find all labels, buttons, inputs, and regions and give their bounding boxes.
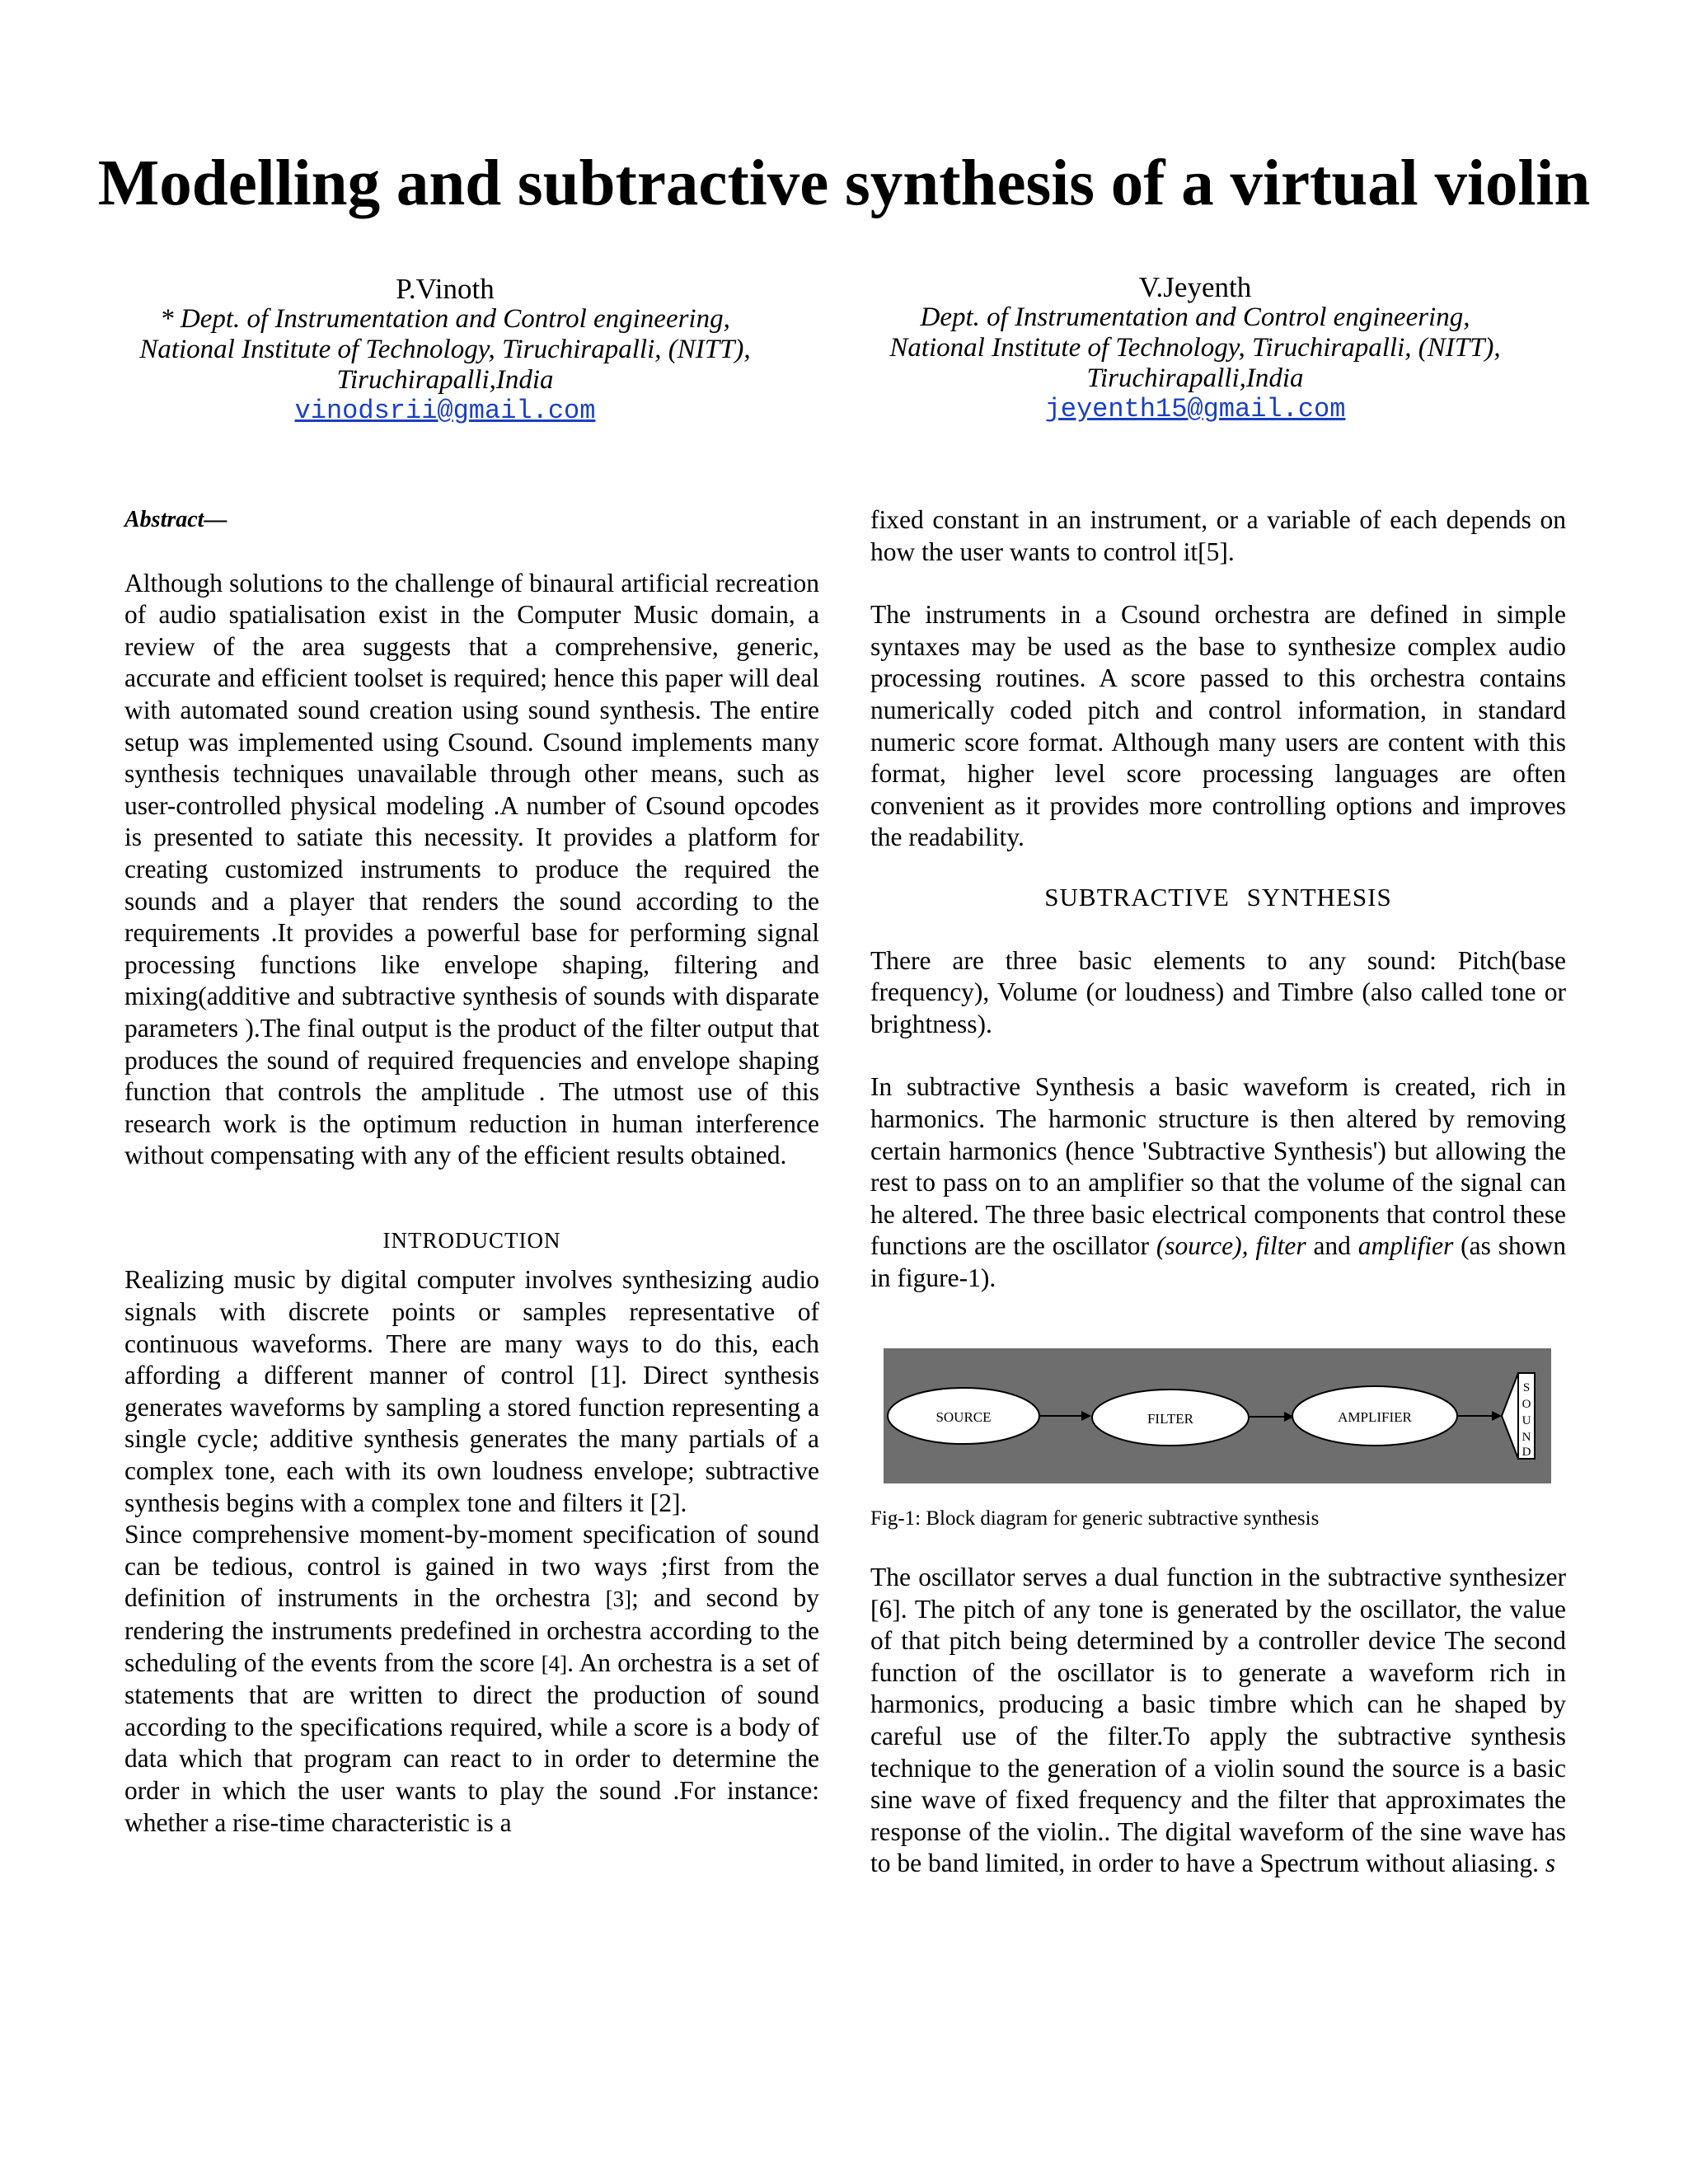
text-segment: (as shown in figure-1). bbox=[870, 1231, 1566, 1292]
citation-ref: [4] bbox=[541, 1651, 568, 1676]
body-paragraph bbox=[870, 1071, 1566, 1294]
author-block-1 bbox=[107, 274, 783, 426]
author-affiliation: * Dept. of Instrumentation and Control engineering, bbox=[160, 304, 730, 334]
intro-text-segment: Since comprehensive moment-by-moment specification of sound can be tedious, control is gained in two ways ;first from the definition of instruments in the orchestra bbox=[124, 1520, 819, 1613]
citation-ref: [3] bbox=[605, 1586, 632, 1612]
sound-letter: S bbox=[1522, 1381, 1531, 1395]
introduction-heading: INTRODUCTION bbox=[382, 1227, 561, 1253]
author-affiliation: Dept. of Instrumentation and Control engineering, bbox=[920, 302, 1470, 332]
sound-letter: U bbox=[1522, 1414, 1531, 1428]
figure-caption: Fig-1: Block diagram for generic subtractive synthesis bbox=[870, 1507, 1320, 1530]
amplifier-label: AMPLIFIER bbox=[1338, 1409, 1412, 1426]
text-segment: and bbox=[1306, 1231, 1358, 1261]
text-segment: In subtractive Synthesis a basic waveform is created, rich in harmonics. The harmonic structure is then altered by removing certain harmonics (hence 'Subtractive Synthesis') but allowing the rest to pass on to an amplifier so that the volume of the signal can he altered. The three basic electrical components that control these functions are the oscillator bbox=[870, 1072, 1566, 1261]
author-name: V.Jeyenth bbox=[1138, 271, 1252, 303]
author-block-2 bbox=[849, 272, 1541, 424]
sound-letter: N bbox=[1522, 1431, 1531, 1445]
author-name: P.Vinoth bbox=[396, 273, 495, 305]
abstract-text: Although solutions to the challenge of binaural artificial recreation of audio spatialisation exist in the Computer Music domain, a review of the area suggests that a comprehensive, generic, accurate and efficient toolset is required; hence this paper will deal with automated sound creation using sound synthesis. The entire setup was implemented using Csound. Csound implements many synthesis techniques unavailable through other means, such as user-controlled physical modeling .A number of Csound opcodes is presented to satiate this necessity. It provides a platform for creating customized instruments to produce the required the sounds and a player that renders the sound according to the requirements .It provides a powerful base for performing signal processing functions like envelope shaping, filtering and mixing(additive and subtractive synthesis of sounds with disparate parameters ).The final output is the product of the filter output that produces the sound of required frequencies and envelope shaping function that controls the amplitude . The utmost use of this research work is the optimum reduction in human interference without compensating with any of the efficient results obtained. bbox=[124, 568, 819, 1170]
intro-paragraph-1: Realizing music by digital computer involves synthesizing audio signals with discrete points or samples representative of continuous waveforms. There are many ways to do this, each affording a different manner of control [1]. Direct synthesis generates waveforms by sampling a stored function representing a single cycle; additive synthesis generates the many partials of a complex tone, each with its own loudness envelope; subtractive synthesis begins with a complex tone and filters it [2]. bbox=[124, 1265, 819, 1517]
sound-letter: D bbox=[1522, 1446, 1531, 1460]
body-paragraph bbox=[870, 1562, 1566, 1880]
author-email-link[interactable]: jeyenth15@gmail.com bbox=[1044, 394, 1346, 424]
text-segment: s bbox=[1545, 1849, 1556, 1878]
body-paragraph: The instruments in a Csound orchestra are defined in simple syntaxes may be used as the base to synthesize complex audio processing routines. A score passed to this orchestra contains numerically coded pitch and control information, in standard numeric score format. Although many users are content with this format, higher level score processing languages are often convenient as it provides more controlling options and improves the readability. bbox=[870, 600, 1566, 852]
block-diagram bbox=[884, 1348, 1551, 1483]
filter-label: FILTER bbox=[1146, 1411, 1194, 1427]
subtractive-synthesis-heading: SUBTRACTIVE SYNTHESIS bbox=[1044, 882, 1392, 912]
source-label: SOURCE bbox=[935, 1409, 992, 1426]
text-segment: The oscillator serves a dual function in the subtractive synthesizer [6]. The pitch of any tone is generated by the oscillator, the value of that pitch being determined by a controller device The second function of the oscillator is to generate a waveform rich in harmonics, producing a basic timbre which can he shaped by careful use of the filter.To apply the subtractive synthesis technique to the generation of a violin sound the source is a basic sine wave of fixed frequency and the filter that approximates the response of the violin.. The digital waveform of the sine wave has to be band limited, in order to have a Spectrum without aliasing. bbox=[870, 1563, 1566, 1878]
text-segment: (source), bbox=[1156, 1231, 1249, 1261]
left-column bbox=[124, 504, 819, 1839]
paper-title: Modelling and subtractive synthesis of a virtual violin bbox=[97, 148, 1591, 219]
intro-text-segment: . An orchestra is a set of statements that are written to direct the production of sound according to the specifications required, while a score is a body of data which that program can react to in order to determine the order in which the user wants to play the sound .For instance: whether a rise-time characteristic is a bbox=[124, 1647, 819, 1837]
right-column bbox=[870, 504, 1566, 1880]
block-diagram-svg bbox=[884, 1348, 1551, 1483]
body-paragraph: fixed constant in an instrument, or a variable of each depends on how the user wants to control it[5]. bbox=[870, 505, 1566, 566]
intro-text-segment: ; and second by rendering the instruments predefined in orchestra according to the scheduling of the events from the score bbox=[124, 1583, 819, 1677]
abstract-heading: Abstract— bbox=[124, 507, 227, 532]
text-segment: filter bbox=[1255, 1231, 1306, 1261]
body-paragraph: There are three basic elements to any sound: Pitch(base frequency), Volume (or loudness) and Timbre (also called tone or brightness). bbox=[870, 945, 1566, 1038]
intro-paragraph-2 bbox=[124, 1519, 819, 1839]
author-affiliation: Tiruchirapalli,India bbox=[1086, 363, 1304, 393]
text-segment: amplifier bbox=[1357, 1231, 1454, 1261]
author-affiliation: National Institute of Technology, Tiruchirapalli, (NITT), bbox=[889, 333, 1501, 363]
author-affiliation: National Institute of Technology, Tiruchirapalli, (NITT), bbox=[139, 335, 751, 364]
sound-letter: O bbox=[1522, 1398, 1531, 1412]
author-email-link[interactable]: vinodsrii@gmail.com bbox=[294, 396, 596, 426]
author-affiliation: Tiruchirapalli,India bbox=[336, 365, 554, 395]
